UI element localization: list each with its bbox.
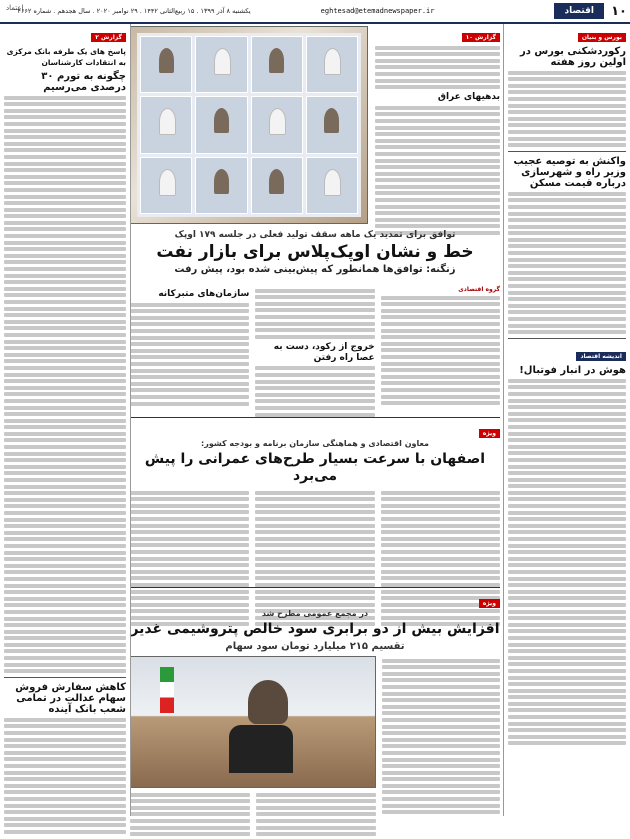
left-story-1-title: چگونه به تورم ۳۰ درصدی می‌رسیم: [41, 71, 126, 93]
right-story-2-body: [508, 192, 626, 334]
headline-subtitle: زنگنه: توافق‌ها همانطور که پیش‌بینی شده بود، پیش رفت: [174, 264, 456, 275]
right-story-1-body: [508, 71, 626, 148]
subhead-organizations: سازمان‌های متبرکانه: [158, 289, 250, 299]
petrochemical-kicker: در مجمع عمومی مطرح شد: [261, 609, 369, 618]
petrochemical-headline: افزایش بیش از دو برابری سود خالص پتروشیمی غدیر: [130, 621, 500, 637]
center-report-tag: گزارش ۱۰: [462, 33, 500, 42]
petrochemical-tag: ویژه: [479, 599, 500, 608]
contact-email: eghtesad@etemadnewspaper.ir: [320, 7, 435, 15]
page-header: [0, 0, 630, 24]
person-head: [248, 680, 288, 724]
center-intro-body: [375, 46, 500, 90]
right-story-1-title: رکوردشکنی بورس در اولین روز هفته: [519, 46, 626, 68]
left-column: [4, 24, 131, 816]
video-conference-grid: [137, 33, 361, 217]
page-number: ۱۰: [611, 3, 627, 19]
person-body: [229, 725, 293, 773]
main-headline-block: [130, 230, 500, 275]
right-tag-1: بورس و بنیان: [578, 33, 626, 42]
photo-side-title: بدهیهای عراق: [437, 92, 500, 103]
right-story-3-title: هوش در انبار فوتبال!: [519, 365, 626, 377]
official-portrait-photo: [130, 656, 376, 788]
right-story-3-body: [508, 379, 626, 746]
left-story-2-title: کاهش سفارش فروش سهام عدالت در تمامی شعب بانک آینده: [15, 682, 126, 716]
subhead-recession: خروج از رکود، دست به عصا راه رفتن: [273, 341, 375, 363]
left-report-tag: گزارش ۲: [91, 33, 126, 42]
center-area: [130, 24, 500, 816]
opec-story-body: [130, 286, 500, 416]
petrochemical-subhead: تقسیم ۲۱۵ میلیارد تومان سود سهام: [225, 641, 405, 652]
right-story-2-title: واکنش به توصیه عجیب وزیر راه و شهرسازی درباره قیمت مسکن: [513, 156, 626, 190]
isfahan-kicker: معاون اقتصادی و هماهنگی سازمان برنامه و بودجه کشور:: [201, 439, 429, 448]
byline: گروه اقتصادی: [458, 286, 500, 293]
isfahan-headline: اصفهان با سرعت بسیار طرح‌های عمرانی را پیش می‌برد: [144, 451, 486, 484]
left-story-1-body: [4, 96, 126, 674]
isfahan-tag: ویژه: [479, 429, 500, 438]
opec-meeting-photo: [130, 26, 368, 224]
left-story-2-body: [4, 718, 126, 834]
section-label: اقتصاد: [554, 3, 604, 19]
newspaper-logo: اعتماد: [6, 4, 24, 12]
left-story-1-kicker: پاسخ های یک طرفه بانک مرکزی به انتقادات کارشناسان: [6, 47, 126, 67]
right-column: [503, 24, 626, 816]
petrochemical-story: [130, 590, 500, 839]
photo-side-body: [375, 106, 500, 235]
date-line: یکشنبه ۸ آذر ۱۳۹۹ . ۱۵ ربیع‌الثانی ۱۴۴۲ . ۲۹ نوامبر ۲۰۲۰ . سال هجدهم . شماره ۴۶۶۲: [17, 7, 251, 15]
flag-image: [160, 667, 174, 713]
right-tag-2: اندیشه اقتصاد: [576, 352, 626, 361]
headline-kicker: توافق برای تمدید یک ماهه سقف تولید فعلی در جلسه ۱۷۹ اوپک: [174, 230, 456, 240]
main-headline: خط و نشان اوپک‌پلاس برای بازار نفت: [156, 242, 474, 262]
